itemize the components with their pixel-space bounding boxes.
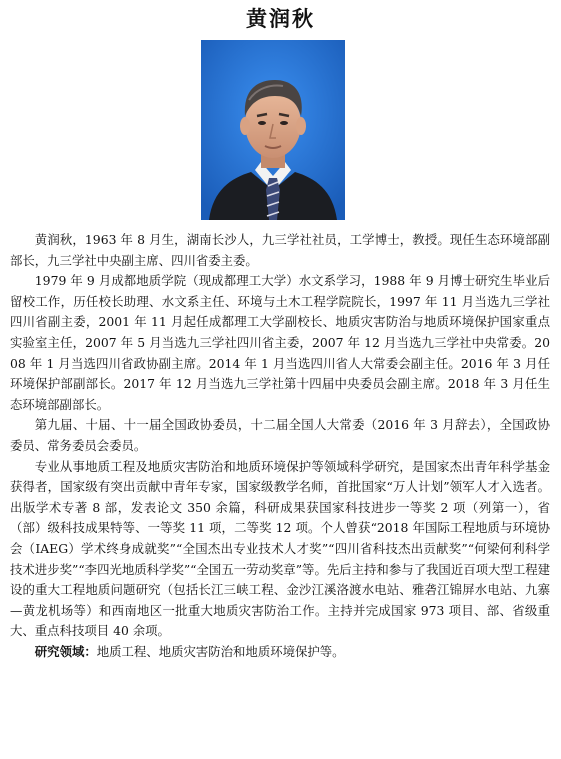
portrait-photo-icon (201, 40, 345, 220)
biography-text (10, 230, 550, 662)
research-field-value: 地质工程、地质灾害防治和地质环境保护等。 (96, 643, 345, 659)
bio-paragraph-research: 专业从事地质工程及地质灾害防治和地质环境保护等领域科学研究，是国家杰出青年科学基金获得者，国家级有突出贡献中青年专家，国家级教学名师，首批国家“万人计划”领军人才入选者。出版学术专著 8 部，发表论文 350 余篇，科研成果获国家科技进步一等奖 2 项（列第一），省（部）级科技成果特等、一等奖 11 项，二等奖 12 项。个人曾获“2018 年国际工程地质与环境协会（IAEG）学术终身成就奖”“全国杰出专业技术人才奖”“四川省科技杰出贡献奖”“何梁何利科学技术进步奖”“李四光地质科学奖”“全国五一劳动奖章”等。先后主持和参与了我国近百项大型工程建设的重大工程地质问题研究（包括长江三峡工程、金沙江溪洛渡水电站、雅砻江锦屏水电站、九寨—黄龙机场等）和西南地区一批重大地质灾害防治工作。主持并完成国家 973 项目、部、省级重大、重点科技项目 40 余项。 (10, 458, 550, 639)
bio-paragraph-positions: 第九届、十届、十一届全国政协委员，十二届全国人大常委（2016 年 3 月辞去），全国政协委员、常务委员会委员。 (10, 417, 550, 453)
research-field (10, 642, 550, 663)
research-field-label: 研究领域： (34, 643, 97, 659)
bio-paragraph-intro: 黄润秋，1963 年 8 月生，湖南长沙人，九三学社社员，工学博士，教授。现任生态环境部副部长，九三学社中央副主席、四川省委主委。 (10, 232, 550, 268)
page-title: 黄润秋 (246, 6, 315, 31)
bio-paragraph-career: 1979 年 9 月成都地质学院（现成都理工大学）水文系学习，1988 年 9 月博士研究生毕业后留校工作，历任校长助理、水文系主任、环境与土木工程学院院长，1997 年 11 月当选九三学社四川省副主委，2001 年 11 月起任成都理工大学副校长、地质灾害防治与地质环境保护国家重点实验室主任，2007 年 5 月当选九三学社四川省主委，2007 年 12 月当选九三学社中央常委。2008 年 1 月当选四川省政协副主席。2014 年 1 月当选四川省人大常委会副主任。2016 年 3 月任环境保护部副部长。2017 年 12 月当选九三学社第十四届中央委员会副主席。2018 年 3 月任生态环境部副部长。 (10, 273, 550, 412)
